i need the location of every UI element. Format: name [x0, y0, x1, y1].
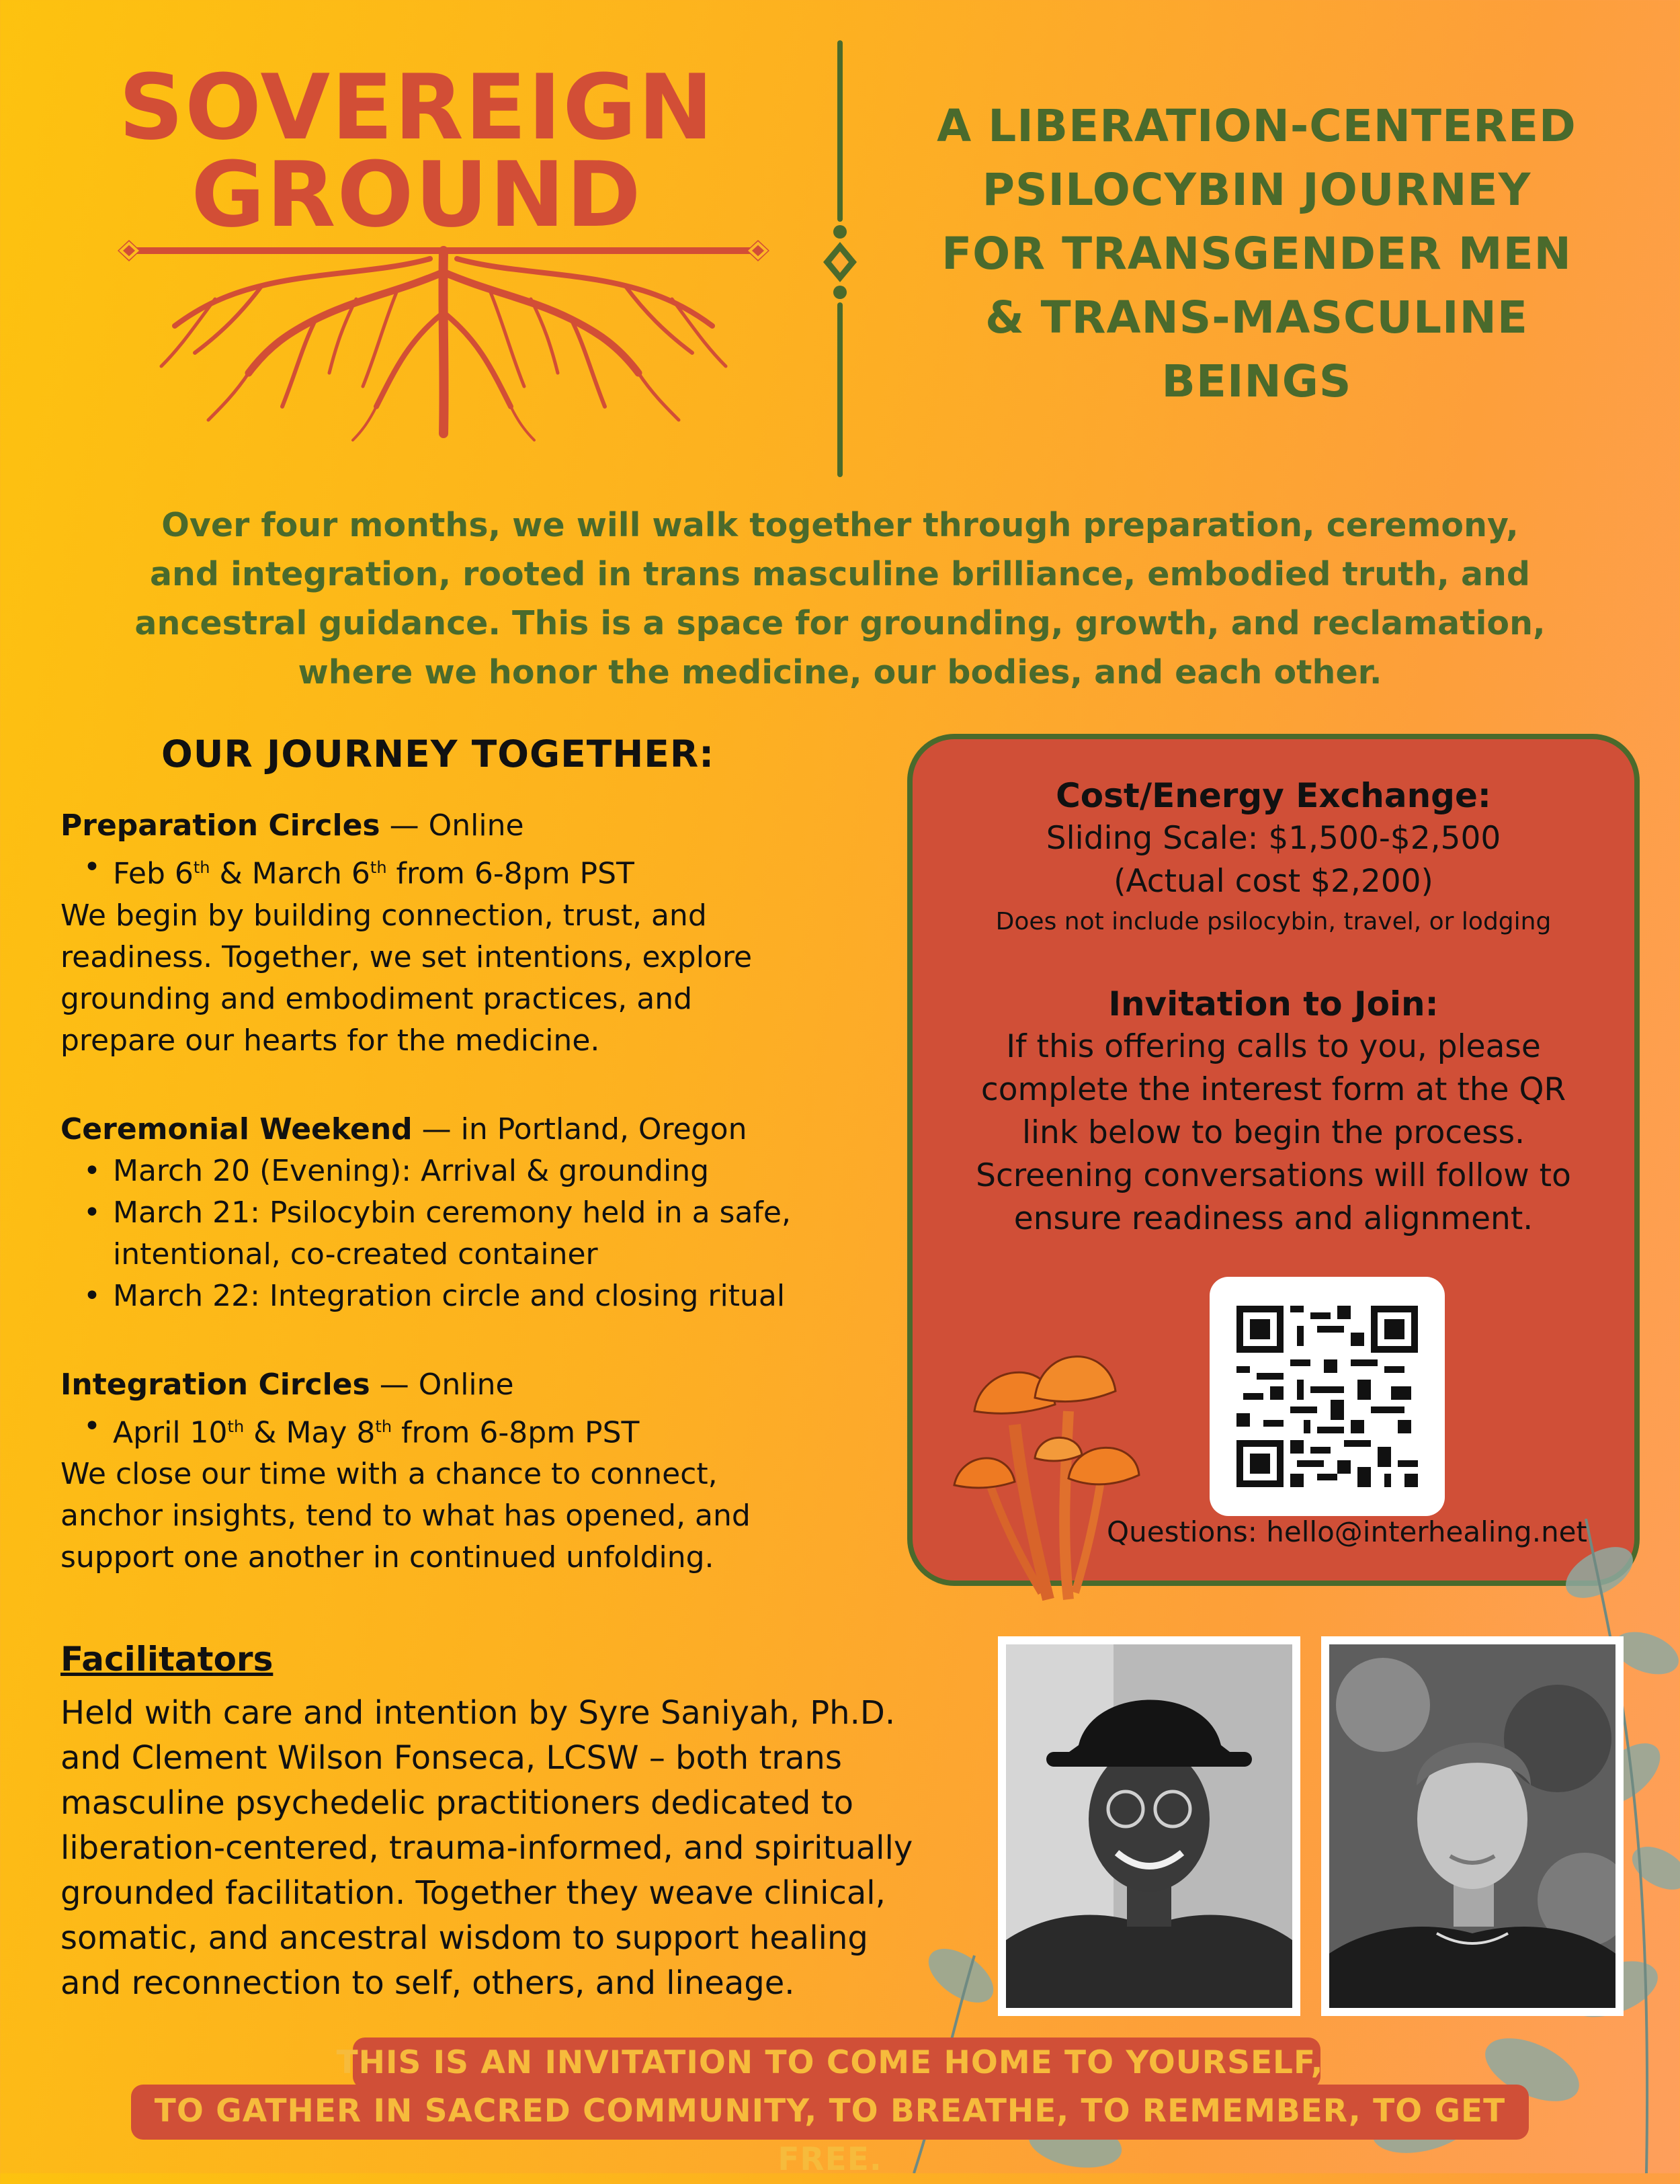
facilitators-description: Held with care and intention by Syre Saniyah, Ph.D. and Clement Wilson Fonseca, LCSW – both trans masculine psychedelic practitioners dedicated to liberation-centered, trauma-informed, and spiritually grounded facilitation. Together they weave clinical, somatic, and ancestral wisdom to support healing and reconnection to self, others, and lineage.: [60, 1694, 913, 2002]
portrait-icon: [1329, 1644, 1615, 2008]
journey-section: [60, 805, 894, 1626]
cost-heading: Cost/Energy Exchange:: [1056, 776, 1491, 815]
integration-heading: [60, 1364, 894, 1406]
invitation-line: complete the interest form at the QR: [980, 1071, 1566, 1108]
integration-description: We close our time with a chance to connect, anchor insights, tend to what has opened, and support one another in continued unfolding.: [60, 1457, 751, 1575]
brand-line-2: GROUND: [191, 142, 642, 247]
preparation-description: We begin by building connection, trust, and readiness. Together, we set intentions, explore grounding and embodiment practices, and prepare our hearts for the medicine.: [60, 898, 753, 1058]
integration-segment: [60, 1364, 894, 1579]
ceremonial-segment: [60, 1109, 894, 1317]
preparation-heading: [60, 805, 894, 847]
integration-name: Integration Circles: [60, 1367, 370, 1402]
tagline-line: BEINGS: [1161, 355, 1352, 407]
roots-logo-icon: [114, 232, 773, 447]
intro-paragraph: [87, 501, 1593, 697]
intro-line: ancestral guidance. This is a space for grounding, growth, and reclamation,: [134, 604, 1546, 642]
brand-line-1: SOVEREIGN: [118, 55, 715, 160]
portrait-icon: [1006, 1644, 1292, 2008]
tagline-line: FOR TRANSGENDER MEN: [941, 228, 1572, 280]
invitation-line: If this offering calls to you, please: [1006, 1028, 1541, 1065]
facilitator-photo-syre: [998, 1636, 1300, 2016]
qr-code-icon[interactable]: [1236, 1304, 1418, 1489]
closing-banner-line-2: TO GATHER IN SACRED COMMUNITY, TO BREATHE, TO REMEMBER, TO GET FREE.: [154, 2093, 1506, 2178]
intro-line: where we honor the medicine, our bodies, and each other.: [298, 653, 1382, 691]
invitation-line: ensure readiness and alignment.: [1013, 1200, 1534, 1237]
tagline-line: & TRANS-MASCULINE: [985, 292, 1528, 343]
ornamental-divider: [816, 40, 864, 477]
journey-heading: OUR JOURNEY TOGETHER:: [161, 732, 715, 775]
closing-banner-line-1: THIS IS AN INVITATION TO COME HOME TO YOURSELF,: [336, 2044, 1324, 2081]
invitation-heading: Invitation to Join:: [1108, 984, 1439, 1023]
brand-title: [108, 55, 726, 247]
ceremonial-item: • March 22: Integration circle and closing ritual: [113, 1275, 894, 1317]
facilitators-heading: Facilitators: [60, 1640, 274, 1679]
ceremonial-heading: [60, 1109, 894, 1150]
integration-dates: • April 10th & May 8th from 6-8pm PST: [113, 1406, 894, 1454]
ceremonial-item: • March 20 (Evening): Arrival & grounding: [113, 1150, 894, 1192]
ceremonial-name: Ceremonial Weekend: [60, 1111, 413, 1146]
actual-cost: (Actual cost $2,200): [1114, 863, 1433, 900]
invitation-line: link below to begin the process.: [1021, 1114, 1525, 1151]
cost-exclusions: Does not include psilocybin, travel, or lodging: [995, 908, 1552, 935]
qr-code-card[interactable]: [1210, 1277, 1445, 1516]
sliding-scale: Sliding Scale: $1,500-$2,500: [1046, 820, 1501, 857]
tagline-line: A LIBERATION-CENTERED: [937, 100, 1577, 152]
preparation-name: Preparation Circles: [60, 808, 380, 843]
tagline-line: PSILOCYBIN JOURNEY: [982, 164, 1531, 216]
ceremonial-item: • March 21: Psilocybin ceremony held in a safe, intentional, co-created container: [113, 1192, 894, 1275]
integration-location: — Online: [370, 1367, 514, 1402]
preparation-segment: [60, 805, 894, 1062]
preparation-location: — Online: [380, 808, 524, 843]
intro-line: Over four months, we will walk together through preparation, ceremony,: [161, 506, 1519, 544]
closing-banner: [131, 2039, 1529, 2184]
preparation-dates: • Feb 6th & March 6th from 6-8pm PST: [113, 847, 894, 895]
intro-line: and integration, rooted in trans masculine brilliance, embodied truth, and: [149, 555, 1530, 593]
invitation-line: Screening conversations will follow to: [976, 1157, 1571, 1194]
program-tagline: [914, 94, 1599, 413]
facilitator-photo-clement: [1321, 1636, 1624, 2016]
questions-email[interactable]: Questions: hello@interhealing.net: [1107, 1515, 1587, 1548]
ceremonial-location: — in Portland, Oregon: [412, 1111, 747, 1146]
